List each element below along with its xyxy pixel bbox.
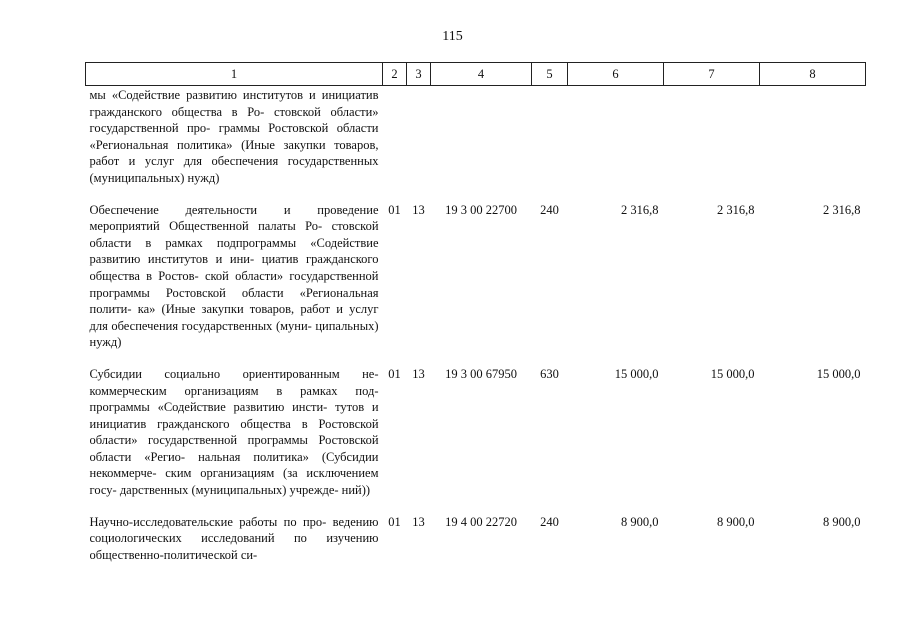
expense-type-code	[532, 86, 568, 201]
amount-year-1: 8 900,0	[621, 514, 659, 529]
section-code: 01	[388, 514, 401, 529]
subsection-code: 13	[412, 202, 425, 217]
description-line: дарственных (муниципальных) учрежде-	[119, 483, 339, 498]
description-line: ний))	[341, 483, 371, 498]
header-col-7: 7	[664, 63, 760, 86]
amount-year-1: 2 316,8	[621, 202, 659, 217]
description-line: мы «Содействие развитию институтов и	[89, 88, 316, 102]
table-row	[86, 86, 866, 201]
amount-year-1	[568, 86, 664, 201]
description-line: «Содействие развитию институтов и ини-	[89, 235, 379, 267]
description-line: граммы Ростовской области «Региональная	[89, 121, 379, 152]
target-article-code	[431, 86, 532, 201]
budget-table	[85, 62, 866, 577]
description-line: ципальных) нужд)	[89, 318, 379, 350]
amount-year-3: 2 316,8	[823, 202, 861, 217]
description-line: мероприятий Общественной палаты Ро-	[89, 219, 323, 234]
target-article-code: 19 4 00 22720	[445, 514, 517, 529]
subsection-code: 13	[412, 366, 425, 381]
table-row	[86, 365, 866, 513]
expense-type-code: 240	[540, 202, 559, 217]
amount-year-3	[760, 86, 866, 201]
section-code: 01	[388, 366, 401, 381]
description-line: для обеспечения государственных (муни-	[89, 318, 312, 333]
row-description	[86, 513, 383, 578]
description-line: программы Ростовской области «Регио-	[89, 433, 379, 464]
description-line: Субсидии социально ориентированным не-	[89, 366, 379, 381]
description-line: в Ростовской области» государственной	[89, 416, 379, 448]
description-line: Научно-исследовательские работы по про-	[89, 514, 327, 529]
description-line: циатив гражданского общества в Ростов-	[89, 252, 379, 283]
description-line: изучению общественно-политической си-	[89, 531, 379, 562]
header-col-6: 6	[568, 63, 664, 86]
description-line: ка» (Иные закупки товаров, работ и услуг	[137, 302, 379, 317]
header-row	[86, 63, 866, 86]
description-line: ведению социологических исследований по	[89, 514, 379, 546]
header-col-2: 2	[383, 63, 407, 86]
description-line: (муниципальных) нужд)	[89, 170, 220, 185]
description-line: ской области» государственной программы	[89, 268, 379, 300]
header-col-1: 1	[86, 63, 383, 86]
amount-year-3: 15 000,0	[816, 366, 861, 381]
header-col-8: 8	[760, 63, 866, 86]
section-code	[383, 86, 407, 201]
description-line: политика» (Иные закупки товаров, работ и	[89, 137, 379, 169]
row-description	[86, 86, 383, 201]
description-line: нальная политика» (Субсидии некоммерче-	[89, 449, 379, 481]
expense-type-code: 630	[540, 366, 559, 381]
header-col-4: 4	[431, 63, 532, 86]
amount-year-2	[664, 86, 760, 201]
description-line: ским организациям (за исключением госу-	[89, 466, 379, 498]
description-line: стовской области в рамках подпрограммы	[89, 219, 379, 250]
page-number: 115	[442, 29, 463, 44]
expense-type-code: 240	[540, 514, 559, 529]
header-col-5: 5	[532, 63, 568, 86]
table-row	[86, 513, 866, 578]
amount-year-3: 8 900,0	[823, 514, 861, 529]
description-line: Ростовской области «Региональная полити-	[89, 285, 379, 317]
description-line: тутов и инициатив гражданского общества	[89, 400, 379, 431]
subsection-code	[407, 86, 431, 201]
description-line: услуг для обеспечения государственных	[144, 154, 379, 169]
subsection-code: 13	[412, 514, 425, 529]
description-line: Обеспечение деятельности и проведение	[89, 202, 379, 217]
target-article-code: 19 3 00 22700	[445, 202, 517, 217]
description-line: коммерческим организациям в рамках под-	[89, 383, 379, 398]
table-row	[86, 201, 866, 365]
amount-year-2: 8 900,0	[717, 514, 755, 529]
description-line: программы «Содействие развитию инсти-	[89, 400, 328, 415]
row-description	[86, 365, 383, 513]
description-line: стовской области» государственной про-	[89, 104, 379, 136]
description-line: инициатив гражданского общества в Ро-	[89, 88, 379, 119]
amount-year-2: 2 316,8	[717, 202, 755, 217]
header-col-3: 3	[407, 63, 431, 86]
section-code: 01	[388, 202, 401, 217]
amount-year-2: 15 000,0	[710, 366, 755, 381]
amount-year-1: 15 000,0	[614, 366, 659, 381]
row-description	[86, 201, 383, 365]
target-article-code: 19 3 00 67950	[445, 366, 517, 381]
